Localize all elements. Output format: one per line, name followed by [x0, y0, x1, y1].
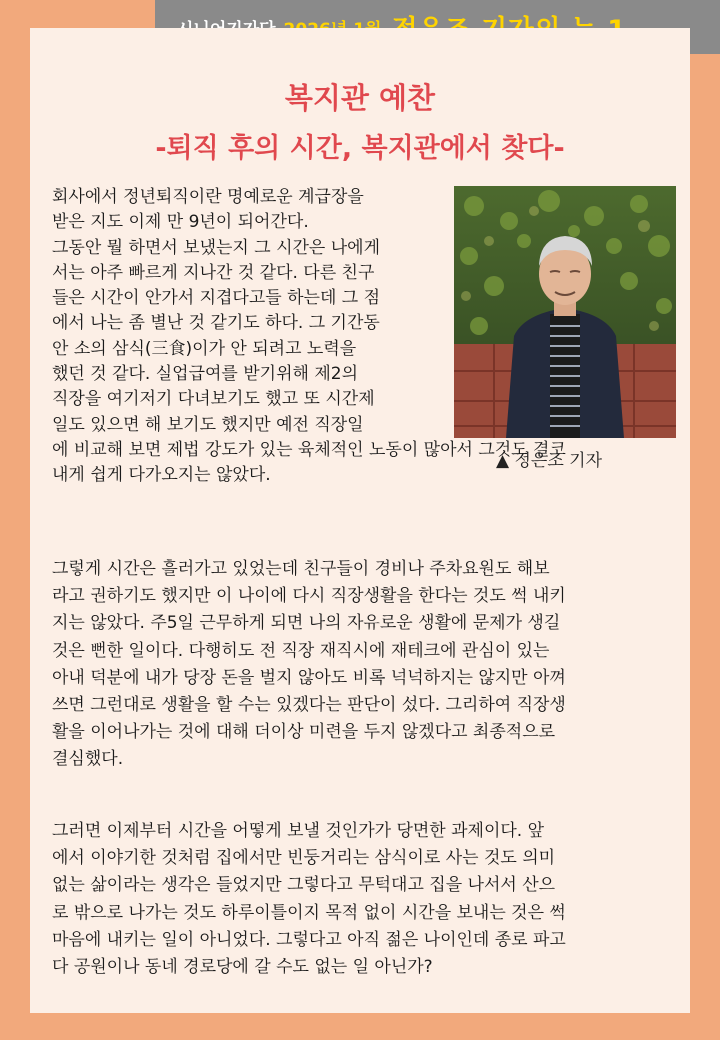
- paragraph-1: [52, 185, 666, 489]
- paragraph-1-line: 했던 것 같다. 실업급여를 받기위해 제2의: [52, 364, 358, 385]
- paragraph-2-line: 활을 이어나가는 것에 대해 더이상 미련을 두지 않겠다고 최종적으로: [52, 722, 556, 743]
- paragraph-1-line: 에서 나는 좀 별난 것 같기도 하다. 그 기간동: [52, 313, 380, 334]
- paragraph-1-line: 그동안 뭘 하면서 보냈는지 그 시간은 나에게: [52, 237, 381, 258]
- paragraph-1-line: 받은 지도 이제 만 9년이 되어간다.: [52, 212, 309, 233]
- paragraph-1-line: 회사에서 정년퇴직이란 명예로운 계급장을: [52, 187, 364, 207]
- paragraph-3-line: 다 공원이나 동네 경로당에 갈 수도 없는 일 아닌가?: [52, 956, 433, 977]
- paragraph-1-line: 일도 있으면 해 보기도 했지만 예전 직장일: [52, 414, 364, 435]
- paragraph-3-line: 그러면 이제부터 시간을 어떻게 보낼 것인가가 당면한 과제이다. 앞: [52, 821, 545, 841]
- paragraph-2-line: 결심했다.: [52, 749, 124, 770]
- paragraph-1-line: 에 비교해 보면 제법 강도가 있는 육체적인 노동이 많아서 그것도 결코: [52, 439, 566, 460]
- paragraph-3-line: 로 밖으로 나가는 것도 하루이틀이지 목적 없이 시간을 보내는 것은 썩: [52, 902, 566, 923]
- paragraph-2-line: 라고 권하기도 했지만 이 나이에 다시 직장생활을 한다는 것도 썩 내키: [52, 586, 566, 607]
- paragraph-1-line: 직장을 여기저기 다녀보기도 했고 또 시간제: [52, 389, 375, 410]
- paragraph-3-line: 에서 이야기한 것처럼 집에서만 빈둥거리는 삼식이로 사는 것도 의미: [52, 848, 556, 869]
- article-title: 복지관 예찬: [284, 81, 436, 115]
- photo-caption: ▲ 정은조 기자: [496, 451, 602, 471]
- paragraph-2-line: 그렇게 시간은 흘러가고 있었는데 친구들이 경비나 주차요원도 해보: [52, 559, 550, 579]
- paragraph-3-line: 마음에 내키는 일이 아니었다. 그렇다고 아직 젊은 나이인데 종로 파고: [52, 929, 566, 950]
- paragraph-1-line: 들은 시간이 안가서 지겹다고들 하는데 그 점: [52, 288, 381, 309]
- paragraph-1-line: 서는 아주 빠르게 지나간 것 같다. 다른 친구: [52, 262, 375, 283]
- paragraph-3: [52, 818, 666, 981]
- paragraph-3-line: 없는 삶이라는 생각은 들었지만 그렇다고 무턱대고 집을 나서서 산으: [52, 875, 556, 896]
- article-page: [30, 28, 690, 1013]
- paragraph-2-line: 지는 않았다. 주5일 근무하게 되면 나의 자유로운 생활에 문제가 생길: [52, 613, 561, 634]
- paragraph-2: [52, 556, 666, 774]
- paragraph-2-line: 것은 뻔한 일이다. 다행히도 전 직장 재직시에 재테크에 관심이 있는: [52, 640, 550, 661]
- article-subtitle: -퇴직 후의 시간, 복지관에서 찾다-: [155, 133, 565, 164]
- paragraph-1-line: 안 소의 삼식(三食)이가 안 되려고 노력을: [52, 338, 357, 359]
- paragraph-2-line: 쓰면 그런대로 생활을 할 수는 있겠다는 판단이 섰다. 그리하여 직장생: [52, 694, 566, 715]
- paragraph-2-line: 아내 덕분에 내가 당장 돈을 벌지 않아도 비록 넉넉하지는 않지만 아껴: [52, 667, 566, 688]
- paragraph-1-line: 내게 쉽게 다가오지는 않았다.: [52, 465, 271, 486]
